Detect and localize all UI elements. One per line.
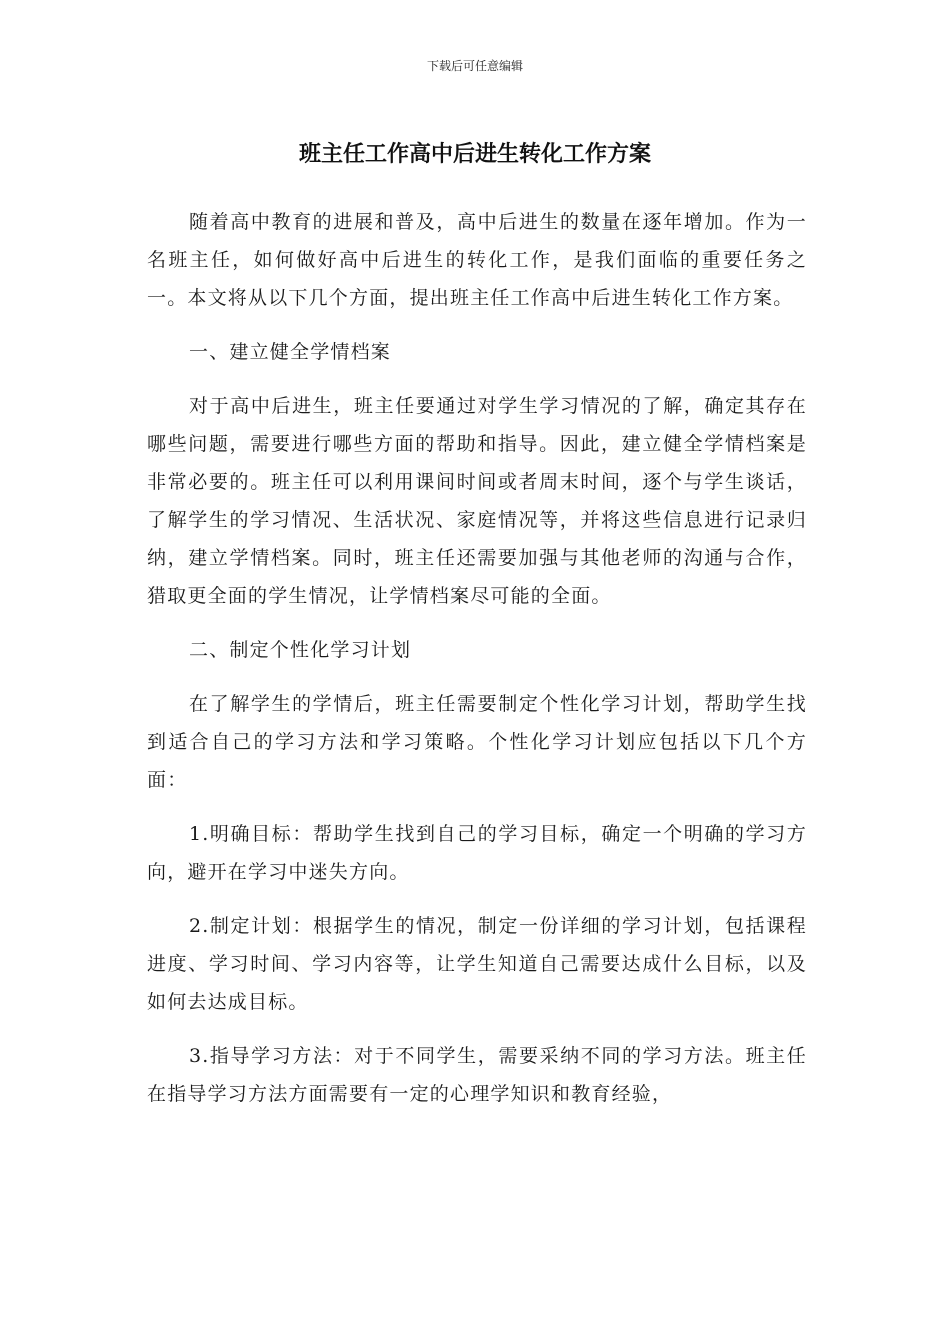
section-2-paragraph: 在了解学生的学情后，班主任需要制定个性化学习计划，帮助学生找到适合自己的学习方法和学习策略。个性化学习计划应包括以下几个方面： xyxy=(147,693,807,791)
document-body xyxy=(147,203,807,1129)
intro-paragraph: 随着高中教育的进展和普及，高中后进生的数量在逐年增加。作为一名班主任，如何做好高中后进生的转化工作，是我们面临的重要任务之一。本文将从以下几个方面，提出班主任工作高中后进生转化工作方案。 xyxy=(147,211,807,309)
list-item-1: 1.明确目标：帮助学生找到自己的学习目标，确定一个明确的学习方向，避开在学习中迷失方向。 xyxy=(147,823,807,883)
document-title: 班主任工作高中后进生转化工作方案 xyxy=(298,142,651,167)
section-heading-1: 一、建立健全学情档案 xyxy=(189,341,392,363)
section-heading-2: 二、制定个性化学习计划 xyxy=(189,639,412,661)
list-item-2: 2.制定计划：根据学生的情况，制定一份详细的学习计划，包括课程进度、学习时间、学习内容等，让学生知道自己需要达成什么目标，以及如何去达成目标。 xyxy=(147,915,807,1013)
header-note: 下载后可任意编辑 xyxy=(426,59,523,73)
section-1-paragraph: 对于高中后进生，班主任要通过对学生学习情况的了解，确定其存在哪些问题，需要进行哪些方面的帮助和指导。因此，建立健全学情档案是非常必要的。班主任可以利用课间时间或者周末时间，逐个与学生谈话，了解学生的学习情况、生活状况、家庭情况等，并将这些信息进行记录归纳，建立学情档案。同时，班主任还需要加强与其他老师的沟通与合作，猎取更全面的学生情况，让学情档案尽可能的全面。 xyxy=(147,395,807,607)
list-item-3: 3.指导学习方法：对于不同学生，需要采纳不同的学习方法。班主任在指导学习方法方面需要有一定的心理学知识和教育经验， xyxy=(147,1045,807,1105)
